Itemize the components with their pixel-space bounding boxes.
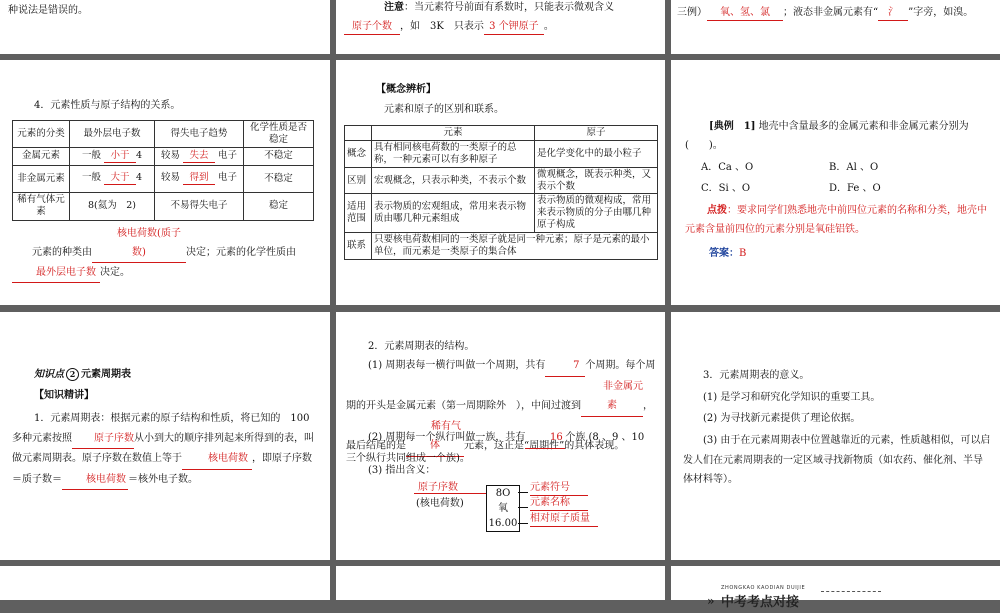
text-span: ；液态非金属元素有“ xyxy=(783,7,879,18)
table-header: 最外层电子数 xyxy=(70,121,155,148)
label-mass: 相对原子质量 xyxy=(530,511,598,527)
row-label: 区别 xyxy=(345,167,372,194)
fill-blank: 最外层电子数 xyxy=(12,263,100,283)
text-span: (1) 周期表每一横行叫做一个周期，共有 xyxy=(368,360,546,371)
slide-11 xyxy=(336,566,665,600)
section-heading: 【知识精讲】 xyxy=(34,390,94,401)
slide-6 xyxy=(671,60,1000,305)
list-item: (2) 为寻找新元素提供了理论依据。 xyxy=(703,413,861,424)
row-label: 概念 xyxy=(345,140,372,167)
text-span: ”字旁，如溴。 xyxy=(908,7,974,18)
example-question xyxy=(685,117,993,155)
fill-blank: 大于 xyxy=(104,172,136,185)
slide-2 xyxy=(336,0,665,54)
slide-9 xyxy=(671,312,1000,560)
text-span: 4 xyxy=(136,149,143,161)
section-title: 3．元素周期表的意义。 xyxy=(703,370,810,381)
tip-label: 点拨 xyxy=(707,205,727,216)
option-c: C．Si 、O xyxy=(701,183,751,194)
table-cell: 不易得失电子 xyxy=(155,192,244,220)
header-subtitle: ZHONGKAO KAODIAN DUIJIE xyxy=(721,585,806,591)
table-cell: 是化学变化中的最小粒子 xyxy=(535,140,658,167)
table-cell xyxy=(155,147,244,165)
box-number: 8O xyxy=(495,488,511,499)
text-span: 。 xyxy=(543,21,554,32)
fill-blank: 核电荷数 xyxy=(62,470,128,491)
table-cell: 金属元素 xyxy=(13,147,70,165)
table-row xyxy=(345,233,658,260)
list-item: (3) 由于在元素周期表中位置越靠近的元素，性质越相似，可以启发人们在元素周期表的一定区域寻找新物质（如农药、催化剂、半导体材料等）。 xyxy=(683,435,991,485)
label-name: 元素名称 xyxy=(530,495,588,511)
table-cell xyxy=(70,147,155,165)
header-title: 中考考点对接 xyxy=(721,595,800,610)
fill-blank: 原子序数 xyxy=(72,429,134,450)
fill-blank: 核电荷数(质子数) xyxy=(92,224,186,263)
text-span: 电子 xyxy=(218,172,238,184)
text-span: ＝核外电子数。 xyxy=(128,473,198,485)
table-cell: 不稳定 xyxy=(244,147,314,165)
text-span: 一般 xyxy=(81,172,101,184)
text-span: 元素，这正是“周期性”的具体表现。 xyxy=(464,440,625,451)
fill-blank: 非金属元素 xyxy=(581,377,643,417)
text-span: 元素的种类由 xyxy=(32,247,92,258)
kp-label: 知识点 xyxy=(34,369,64,380)
answer-value: B xyxy=(739,248,747,259)
text-span: 地壳中含量最多的金属元素和非金属元素分别为 xyxy=(758,121,969,132)
label-symbol: 元素符号 xyxy=(530,480,588,496)
leader-line xyxy=(518,507,528,508)
option-d: D．Fe 、O xyxy=(829,183,881,194)
row-label: 适用范围 xyxy=(345,194,372,233)
text-span: 电子 xyxy=(218,149,238,161)
slide-5 xyxy=(336,60,665,305)
table-cell: 具有相同核电荷数的一类原子的总称，一种元素可以有多种原子 xyxy=(372,140,535,167)
text-span: (2) 周期每一个纵行叫做一族，共有 xyxy=(368,432,526,443)
table-header-row xyxy=(13,121,314,148)
table-cell: 稀有气体元素 xyxy=(13,192,70,220)
note-text: ：当元素符号前面有系数时，只能表示微观含义 xyxy=(404,2,614,13)
fill-blank: 氵 xyxy=(878,5,908,21)
table-cell: 只要核电荷数相同的一类原子就是同一种元素；原子是元素的最小单位，而元素是一类原子的集合体 xyxy=(372,233,658,260)
table-header: 化学性质是否稳定 xyxy=(244,121,314,148)
fill-blank: 失去 xyxy=(183,150,215,163)
fill-blank: 核电荷数 xyxy=(182,449,252,470)
text-span: 较易 xyxy=(160,172,180,184)
text-span: 决定；元素的化学性质由 xyxy=(186,247,296,258)
element-box xyxy=(486,485,520,532)
leader-line xyxy=(518,523,528,524)
section-title: 4．元素性质与原子结构的关系。 xyxy=(34,100,181,111)
box-name: 氧 xyxy=(498,503,508,514)
tip-paragraph xyxy=(685,201,991,239)
tip-text: ：要求同学们熟悉地壳中前四位元素的名称和分类，地壳中元素含量前四位的元素分别是氧硅铝铁。 xyxy=(685,205,987,235)
answer-line xyxy=(709,246,746,261)
knowledge-point-heading xyxy=(34,367,131,382)
table-cell: 稳定 xyxy=(244,192,314,220)
option-b: B．Al 、O xyxy=(829,162,879,173)
table-row xyxy=(345,194,658,233)
text-line: 种说法是错误的。 xyxy=(8,5,88,16)
note-line-2 xyxy=(344,19,554,35)
slide-7 xyxy=(0,312,330,560)
structure-table xyxy=(12,120,314,221)
text-span: 一般 xyxy=(81,149,101,161)
table-header: 得失电子趋势 xyxy=(155,121,244,148)
text-span: ，即原子序数＝质子数＝ xyxy=(12,453,312,485)
leader-line xyxy=(518,492,528,493)
slide-4 xyxy=(0,60,330,305)
table-header: 元素 xyxy=(372,126,535,141)
note-heading: 注意 xyxy=(384,2,404,13)
text-span: 4 xyxy=(136,172,143,184)
table-cell: 表示物质的微观构成，常用来表示物质的分子由哪几种原子构成 xyxy=(535,194,658,233)
table-cell xyxy=(70,165,155,192)
table-row xyxy=(13,147,314,165)
meaning-title: (3) 指出含义： xyxy=(368,465,436,476)
table-cell xyxy=(155,165,244,192)
option-a: A．Ca 、O xyxy=(701,162,754,173)
text-span: 三例） xyxy=(677,7,707,18)
header-arrow-icon: » xyxy=(707,594,715,608)
table-header: 原子 xyxy=(535,126,658,141)
table-cell: 宏观概念，只表示种类，不表示个数 xyxy=(372,167,535,194)
fill-blank: 16 xyxy=(525,428,565,449)
table-cell: 非金属元素 xyxy=(13,165,70,192)
note-line xyxy=(384,0,664,15)
slide-8 xyxy=(336,312,665,560)
table-cell: 表示物质的宏观组成，常用来表示物质由哪几种元素组成 xyxy=(372,194,535,233)
fill-blank: 氧、氢、氯 xyxy=(707,5,783,21)
slide-3 xyxy=(671,0,1000,54)
table-row xyxy=(345,167,658,194)
intro-text: 元素和原子的区别和联系。 xyxy=(384,104,504,115)
element-tile-diagram xyxy=(410,478,630,538)
kp-number: 2 xyxy=(66,368,79,381)
group-paragraph xyxy=(346,428,658,468)
table-cell: 微观概念，既表示种类，又表示个数 xyxy=(535,167,658,194)
table-header-row xyxy=(345,126,658,141)
example-label: [典例 1] xyxy=(709,121,756,132)
text-span: ，最后结尾的是 xyxy=(346,400,653,451)
answer-label: 答案： xyxy=(709,248,739,259)
fill-blank: 小于 xyxy=(104,150,136,163)
label-atomic-number: 原子序数 xyxy=(418,482,458,493)
text-span: ( )。 xyxy=(685,140,723,151)
slide-1 xyxy=(0,0,330,54)
table-header xyxy=(345,126,372,141)
section-heading: 【概念辨析】 xyxy=(376,84,436,95)
fill-blank: 7 xyxy=(545,356,585,377)
fill-blank: 3 个钾原子 xyxy=(484,19,544,35)
text-span: 个族 (8 、9 、10 三个纵行共同组成一个族)。 xyxy=(346,432,655,464)
text-span: 从小到大的顺序排列起来所得到的表，叫做元素周期表。原子序数在数值上等于 xyxy=(12,432,314,464)
leader-line xyxy=(414,493,486,494)
comparison-table xyxy=(344,125,658,260)
table-header: 元素的分类 xyxy=(13,121,70,148)
row-label: 联系 xyxy=(345,233,372,260)
table-row xyxy=(345,140,658,167)
definition-paragraph xyxy=(12,409,318,490)
text-span: ，如 3K 只表示 xyxy=(400,21,484,32)
text-span: 个周期。每个周期的开头是金属元素（第一周期除外 ），中间过渡到 xyxy=(346,360,656,411)
text-line xyxy=(677,5,973,21)
text-span: 1．元素周期表：根据元素的原子结构和性质，将已知的 100 多种元素按照 xyxy=(12,413,320,444)
list-item: (1) 是学习和研究化学知识的重要工具。 xyxy=(703,392,881,403)
table-row xyxy=(13,165,314,192)
fill-blank: 得到 xyxy=(183,172,215,185)
summary-paragraph xyxy=(12,224,318,283)
table-row xyxy=(13,192,314,220)
fill-blank: 稀有气体 xyxy=(406,417,464,457)
table-cell: 8(氦为 2) xyxy=(70,192,155,220)
kp-title: 元素周期表 xyxy=(81,369,131,380)
box-mass: 16.00 xyxy=(488,518,518,529)
fill-blank: 原子个数 xyxy=(344,19,400,35)
label-nuclear-charge: (核电荷数) xyxy=(416,498,464,509)
header-dash-line xyxy=(821,591,881,592)
section-title: 2．元素周期表的结构。 xyxy=(368,341,475,352)
table-cell: 不稳定 xyxy=(244,165,314,192)
text-span: 较易 xyxy=(160,149,180,161)
text-span: 决定。 xyxy=(100,267,130,278)
slide-10 xyxy=(0,566,330,600)
slide-12 xyxy=(671,566,1000,610)
